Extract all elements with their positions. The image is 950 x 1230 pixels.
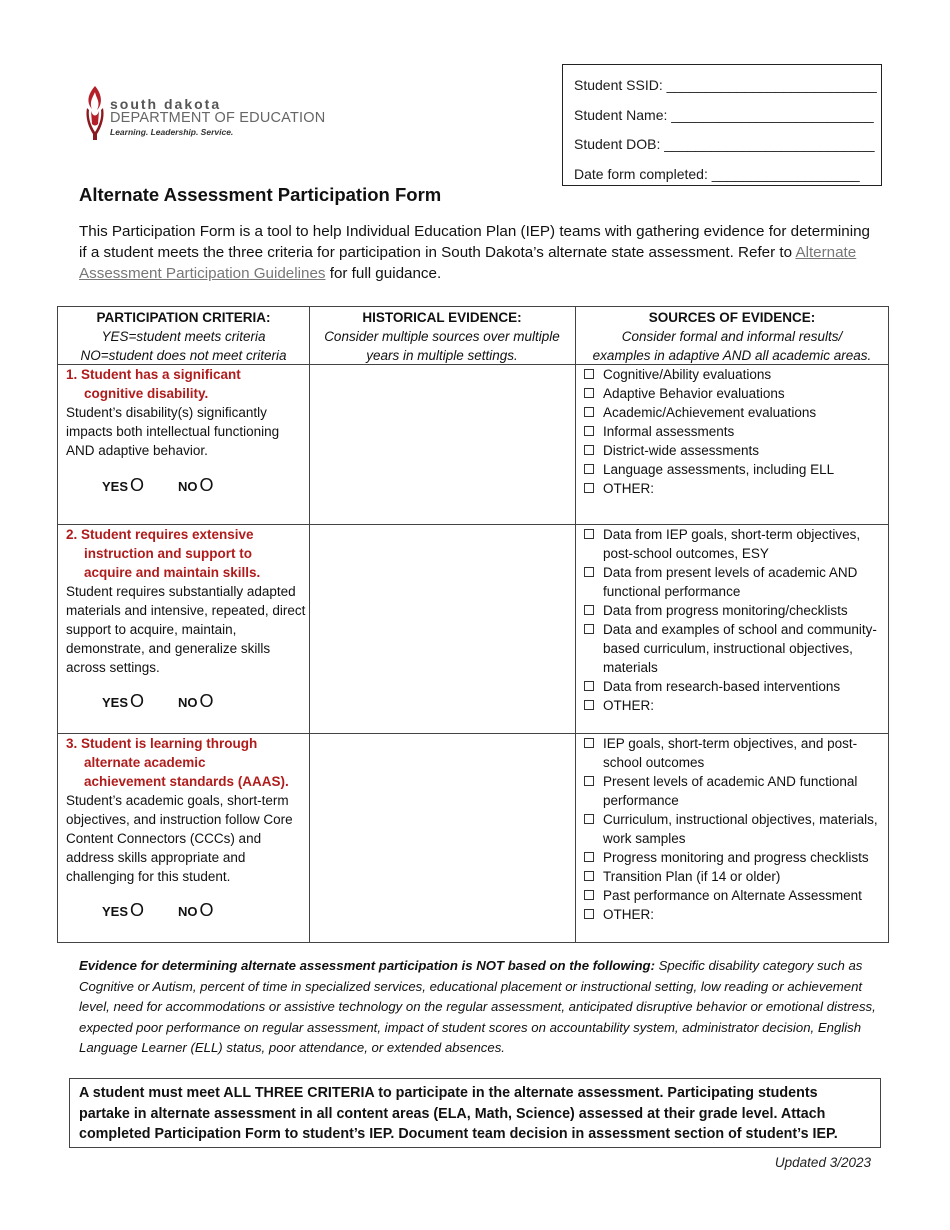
header-sources-of-evidence — [575, 307, 889, 365]
no-radio[interactable]: O — [199, 475, 214, 495]
header-subtitle: Consider multiple sources over multiple — [324, 329, 560, 344]
source-item-other[interactable]: OTHER: — [583, 696, 888, 715]
no-label: NO — [178, 904, 198, 919]
checkbox-icon[interactable] — [584, 852, 594, 862]
checkbox-icon[interactable] — [584, 738, 594, 748]
checkbox-icon[interactable] — [584, 426, 594, 436]
no-label: NO — [178, 695, 198, 710]
header-subtitle: YES=student meets criteria — [101, 329, 266, 344]
checkbox-icon[interactable] — [584, 464, 594, 474]
yes-no-choice-2 — [102, 691, 214, 712]
criterion-description: Student’s academic goals, short-term objectives, and instruction follow Core Content Connectors (CCCs) and address skills appropriate and challenging for this student. — [66, 793, 293, 884]
source-item[interactable]: Curriculum, instructional objectives, materials, work samples — [583, 810, 888, 848]
criterion-2 — [66, 525, 306, 677]
not-based-text: Specific disability category such as Cognitive or Autism, percent of time in specialized services, educational placement or instructional setting, low reading or achievement level, need for accommodations or assistive technology on the regular assessment, anticipated disruptive behavior or emotional distress, expected poor performance on regular assessment, impact of student scores on accountability system, administrator decision, English Language Learner (ELL) status, poor attendance, or extended absences. — [79, 958, 876, 1055]
checkbox-icon[interactable] — [584, 529, 594, 539]
source-item[interactable]: Progress monitoring and progress checklists — [583, 848, 888, 867]
logo-line-1: south dakota — [110, 96, 222, 112]
criterion-heading-line: cognitive disability. — [84, 386, 209, 401]
header-participation-criteria — [58, 307, 309, 365]
form-title: Alternate Assessment Participation Form — [79, 184, 442, 205]
date-completed-field[interactable]: Date form completed: ___________________ — [574, 165, 860, 182]
source-item[interactable]: Data from IEP goals, short-term objectives, post-school outcomes, ESY — [583, 525, 888, 563]
checkbox-icon[interactable] — [584, 700, 594, 710]
intro-text-after: for full guidance. — [325, 265, 442, 282]
criterion-heading — [66, 525, 306, 582]
no-label: NO — [178, 479, 198, 494]
source-item[interactable]: Present levels of academic AND functional performance — [583, 772, 888, 810]
yes-label: YES — [102, 695, 129, 710]
checkbox-icon[interactable] — [584, 624, 594, 634]
intro-text-before: This Participation Form is a tool to help Individual Education Plan (IEP) teams with gathering evidence for determining if a student meets the three criteria for participation in South Dakota’s alternate state assessment. Refer to — [79, 223, 870, 261]
student-ssid-field[interactable]: Student SSID: ___________________________ — [574, 77, 877, 93]
guidelines-link[interactable]: Alternate Assessment Participation Guidelines — [79, 244, 857, 282]
source-item[interactable]: Data from present levels of academic AND functional performance — [583, 563, 888, 601]
criterion-heading-line: 2. Student requires extensive — [66, 527, 254, 542]
source-item[interactable]: Transition Plan (if 14 or older) — [583, 867, 888, 886]
intro-paragraph — [79, 221, 879, 284]
criterion-1 — [66, 365, 306, 460]
criterion-heading-line: 1. Student has a significant — [66, 367, 241, 382]
criterion-heading-line: instruction and support to — [84, 546, 252, 561]
source-item[interactable]: Informal assessments — [583, 422, 888, 441]
flame-torch-icon — [84, 84, 106, 142]
yes-radio[interactable]: O — [130, 691, 145, 711]
student-name-field[interactable]: Student Name: __________________________ — [574, 106, 874, 123]
criterion-heading-line: achievement standards (AAAS). — [84, 774, 289, 789]
header-historical-evidence — [309, 307, 575, 365]
checkbox-icon[interactable] — [584, 369, 594, 379]
header-title: PARTICIPATION CRITERIA: — [96, 310, 271, 325]
source-item[interactable]: IEP goals, short-term objectives, and post-school outcomes — [583, 734, 888, 772]
yes-label: YES — [102, 904, 129, 919]
source-item-other[interactable]: OTHER: — [583, 905, 888, 924]
checkbox-icon[interactable] — [584, 567, 594, 577]
header-subtitle: years in multiple settings. — [366, 348, 518, 363]
no-radio[interactable]: O — [199, 691, 214, 711]
logo-tagline: Learning. Leadership. Service. — [110, 127, 234, 137]
source-item[interactable]: Academic/Achievement evaluations — [583, 403, 888, 422]
logo-line-2: DEPARTMENT OF EDUCATION — [110, 110, 326, 126]
yes-radio[interactable]: O — [130, 900, 145, 920]
header-title: SOURCES OF EVIDENCE: — [648, 310, 816, 325]
updated-date: Updated 3/2023 — [774, 1155, 871, 1170]
source-item[interactable]: Adaptive Behavior evaluations — [583, 384, 888, 403]
sources-list-1 — [583, 365, 888, 498]
criterion-description: Student requires substantially adapted materials and intensive, repeated, direct support to acquire, maintain, demonstrate, and generalize skills across settings. — [66, 584, 306, 675]
criterion-description: Student’s disability(s) significantly impacts both intellectual functioning AND adaptive behavior. — [66, 405, 280, 458]
checkbox-icon[interactable] — [584, 388, 594, 398]
source-item-other[interactable]: OTHER: — [583, 479, 888, 498]
checkbox-icon[interactable] — [584, 605, 594, 615]
source-item[interactable]: District-wide assessments — [583, 441, 888, 460]
header-subtitle: Consider formal and informal results/ — [621, 329, 843, 344]
criterion-heading — [66, 734, 306, 791]
yes-no-choice-3 — [102, 900, 214, 921]
checkbox-icon[interactable] — [584, 483, 594, 493]
all-three-criteria-notice: A student must meet ALL THREE CRITERIA to participate in the alternate assessment. Participating students partake in alternate assessment in all content areas (ELA, Math, Science) assessed at their grade level. Attach completed Participation Form to student’s IEP. Document team decision in assessment section of student’s IEP. — [69, 1078, 881, 1148]
header-subtitle: NO=student does not meet criteria — [80, 348, 287, 363]
not-based-lead: Evidence for determining alternate assessment participation is NOT based on the following: — [79, 958, 655, 973]
student-dob-field[interactable]: Student DOB: ___________________________ — [574, 136, 875, 152]
source-item[interactable]: Cognitive/Ability evaluations — [583, 365, 888, 384]
checkbox-icon[interactable] — [584, 890, 594, 900]
checkbox-icon[interactable] — [584, 407, 594, 417]
criterion-heading-line: alternate academic — [84, 755, 206, 770]
source-item[interactable]: Data from research-based interventions — [583, 677, 888, 696]
checkbox-icon[interactable] — [584, 909, 594, 919]
header-title: HISTORICAL EVIDENCE: — [362, 310, 522, 325]
criterion-heading-line: acquire and maintain skills. — [84, 565, 261, 580]
student-info-box — [562, 64, 882, 186]
criterion-3 — [66, 734, 306, 886]
sources-list-3 — [583, 734, 888, 924]
column-divider — [575, 307, 576, 942]
checkbox-icon[interactable] — [584, 776, 594, 786]
source-item[interactable]: Language assessments, including ELL — [583, 460, 888, 479]
criterion-heading — [66, 365, 306, 403]
sd-doe-logo — [84, 84, 344, 144]
column-divider — [309, 307, 310, 942]
yes-label: YES — [102, 479, 129, 494]
source-item[interactable]: Data and examples of school and community-based curriculum, instructional objectives, materials — [583, 620, 888, 677]
checkbox-icon[interactable] — [584, 681, 594, 691]
criteria-table — [57, 306, 889, 943]
header-subtitle: examples in adaptive AND all academic areas. — [592, 348, 872, 363]
checkbox-icon[interactable] — [584, 445, 594, 455]
yes-no-choice-1 — [102, 475, 214, 496]
source-item[interactable]: Past performance on Alternate Assessment — [583, 886, 888, 905]
checkbox-icon[interactable] — [584, 871, 594, 881]
yes-radio[interactable]: O — [130, 475, 145, 495]
checkbox-icon[interactable] — [584, 814, 594, 824]
criterion-heading-line: 3. Student is learning through — [66, 736, 258, 751]
sources-list-2 — [583, 525, 888, 715]
no-radio[interactable]: O — [199, 900, 214, 920]
not-based-paragraph — [79, 956, 884, 1059]
source-item[interactable]: Data from progress monitoring/checklists — [583, 601, 888, 620]
